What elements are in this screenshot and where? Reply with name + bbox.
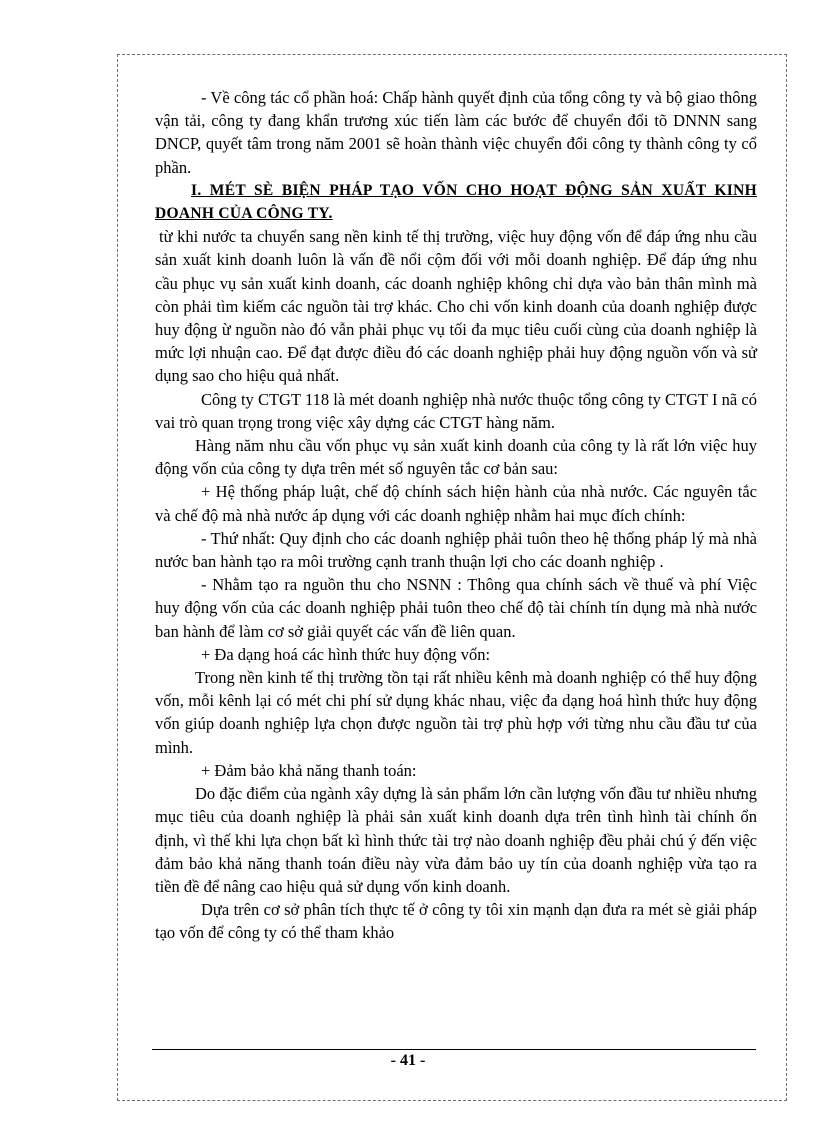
page-number: - 41 - (390, 1052, 426, 1069)
paragraph-market-economy: từ khi nước ta chuyển sang nền kinh tế thị trường, việc huy động vốn để đáp ứng nhu cầu sản xuất kinh doanh luôn là vấn đề nổi cộm đối với mỗi doanh nghiệp. Để đáp ứng nhu cầu phục vụ sản xuất kinh doanh, các doanh nghiệp không chỉ dựa vào bản thân mình mà còn phải tìm kiếm các nguồn tài trợ khác. Cho chi vốn kinh doanh của doanh nghiệp được huy động ừ nguồn nào đó vẫn phải phục vụ tối đa mục tiêu cuối cùng của doanh nghiệp là mức lợi nhuận cao. Để đạt được điều đó các doanh nghiệp phải huy động nguồn vốn và sử dụng sao cho hiệu quả nhất. (155, 227, 757, 386)
paragraph-conclusion: Dựa trên cơ sở phân tích thực tế ở công ty tôi xin mạnh dạn đưa ra mét sè giải pháp tạo vốn để công ty có thể tham khảo (155, 900, 757, 943)
paragraph-first-purpose: - Thứ nhất: Quy định cho các doanh nghiệp phải tuôn theo hệ thống pháp lý mà nhà nước ban hành tạo ra môi trường cạnh tranh thuận lợi cho các doanh nghiệp . (155, 528, 757, 572)
paragraph-solvency-heading: + Đảm bảo khả năng thanh toán: (201, 760, 417, 780)
paragraph-company-intro: Công ty CTGT 118 là mét doanh nghiệp nhà nước thuộc tổng công ty CTGT I nã có vai trò quan trọng trong việc xây dựng các CTGT hàng năm. (155, 389, 757, 432)
section-heading: I. MÉT SÈ BIỆN PHÁP TẠO VỐN CHO HOẠT ĐỘNG SẢN XUẤT KINH DOANH CỦA CÔNG TY. (155, 181, 757, 223)
paragraph-capital-needs: Hàng năm nhu cầu vốn phục vụ sản xuất kinh doanh của công ty là rất lớn việc huy động vốn của công ty dựa trên mét số nguyên tắc cơ bản sau: (155, 436, 757, 479)
paragraph-equitization: - Về công tác cổ phần hoá: Chấp hành quyết định của tổng công ty và bộ giao thông vận tải, công ty đang khẩn trương xúc tiến làm các bước để chuyển đổi tõ DNNN sang DNCP, quyết tâm trong năm 2001 sẽ hoàn thành việc chuyển đổi công ty thành công ty cổ phần. (155, 88, 757, 177)
paragraph-legal-system: + Hệ thống pháp luật, chế độ chính sách hiện hành của nhà nước. Các nguyên tắc và chế độ mà nhà nước áp dụng với các doanh nghiệp nhằm hai mục đích chính: (155, 482, 757, 525)
document-body (155, 86, 757, 945)
paragraph-second-purpose: - Nhằm tạo ra nguồn thu cho NSNN : Thông qua chính sách về thuế và phí Việc huy động vốn của các doanh nghiệp phải tuôn theo chế độ tài chính tín dụng mà nhà nước ban hành để làm cơ sở giải quyết các vấn đề liên quan. (155, 575, 757, 641)
paragraph-diversify-heading: + Đa dạng hoá các hình thức huy động vốn: (201, 644, 491, 664)
paragraph-diversify-body: Trong nền kinh tế thị trường tồn tại rất nhiều kênh mà doanh nghiệp có thể huy động vốn, mỗi kênh lại có mét chi phí sử dụng khác nhau, việc đa dạng hoá hình thức huy động vốn giúp doanh nghiệp lựa chọn được nguồn tài trợ phù hợp với từng nhu cầu đầu tư của mình. (155, 668, 757, 757)
footer-divider (152, 1049, 756, 1050)
paragraph-solvency-body: Do đặc điểm của ngành xây dựng là sản phẩm lớn cần lượng vốn đầu tư nhiều nhưng mục tiêu của doanh nghiệp là phải sản xuất kinh doanh dựa trên tình hình tài chính ổn định, vì thế khi lựa chọn bất kì hình thức tài trợ nào doanh nghiệp đều phải chú ý đến việc đảm bảo khả năng thanh toán điều này vừa đảm bảo uy tín của doanh nghiệp vừa tạo ra tiền đề để nâng cao hiệu quả sử dụng vốn kinh doanh. (155, 784, 757, 896)
